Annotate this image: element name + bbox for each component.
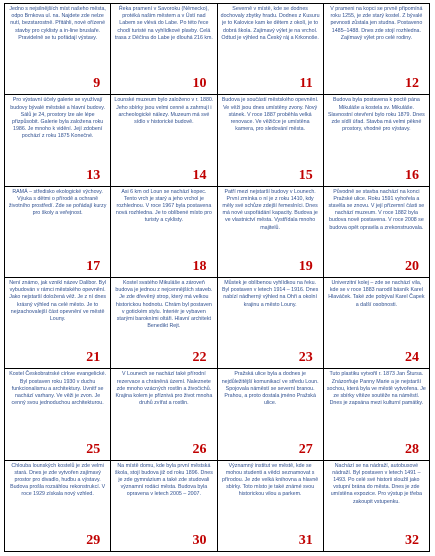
- card-14: [111, 95, 217, 186]
- card-text: Asi 6 km od Loun se nachází kopec. Tento vrch je starý a jeho vrchol je rozhlednou. V roce 1967 byla postavena nová rozhledna. Je to oblíbené místo pro turisty a cyklisty.: [115, 188, 212, 224]
- card-text: Tuto plastiku vytvořil r. 1873 Jan Štursa. Znázorňuje Panny Marie a je nejstarší sochou, která byla ve městě vytvořena. Je ze sbírky vítěze soutěže na náměstí. Dnes je zapsána mezi kulturní památky.: [326, 371, 426, 407]
- card-10: [111, 4, 217, 95]
- card-number: 24: [405, 350, 419, 366]
- card-25: [5, 369, 111, 460]
- card-18: [111, 187, 217, 278]
- card-text: Univerzitní kolej – zde se nachází vila, kde se v roce 1883 narodil básník Karel Hlaváček. Také zde pobýval Karel Čapek a další osobnosti.: [328, 280, 425, 308]
- card-text: Severně v místě, kde se dodnes dochovaly zbytky hradu. Dodnes z Kusuru je to Kalovice kam ke dětem z okolí, je to dobrá škola. Zajímavý výlet je na vrchol. Odtud je výhled na Český ráj a Krkonoše.: [220, 6, 320, 41]
- card-text: Lounské muzeum bylo založeno v r. 1880. Jeho sbírky jsou velmi cenné a zahrnují i archeologické nálezy. Muzeum má své sídlo v historické budově.: [114, 97, 214, 125]
- card-22: [111, 278, 217, 369]
- card-number: 26: [192, 441, 207, 457]
- card-11: [218, 4, 324, 95]
- card-number: 29: [86, 533, 101, 548]
- card-28: [324, 369, 430, 460]
- card-number: 16: [405, 167, 419, 183]
- card-text: Patří mezi nejstarší budovy v Lounech. První zmínka o ní je z roku 1410, kdy měly své schůze zdejší řemeslníci. Dnes má nové uspořádání kapacity. Budova je ve vlastnictví města. Vystřídala mnoho majitelů.: [222, 188, 318, 231]
- card-text: V prameni na kopci se prvně připomíná roku 1255, je zde starý kostel. Z bývalé pevnosti zůstala jen studna. Postaveno 1485–1488. Dnes zde stojí rozhledna. Zajímavý výlet pro celé rodiny.: [330, 6, 423, 41]
- card-12: [324, 4, 430, 95]
- card-text: Na místě domu, kde byla první městská škola, stojí budova již od roku 1896. Dnes je zde gymnázium a také zde studovali významní rodáci města. Budova byla opravena v letech 2005 – 2007.: [114, 462, 213, 498]
- card-text: Řeka pramení v Savoroku (Německo), protéká našim městem a v Ústí nad Labem se vlévá do Labe. Po této řece chodí turisté na vyhlídkové plavby. Celá trasa z Děčína do Labe je dlouhá 216 km.: [114, 6, 213, 41]
- card-number: 31: [298, 533, 313, 548]
- card-number: 23: [298, 350, 313, 366]
- card-31: [218, 461, 324, 552]
- card-9: [5, 4, 111, 95]
- card-text: Není známo, jak vznikl název Dalibor. Byl vybudován v rámci městského opevnění. Jako nejstarší doložená věž. Je z ní dnes krásný výhled na celé město. Je to nejzachovalejší část opevnění ve městě Louny.: [9, 280, 107, 323]
- card-32: [324, 461, 430, 552]
- card-number: 30: [192, 533, 207, 548]
- card-30: [111, 461, 217, 552]
- card-number: 9: [93, 76, 101, 92]
- card-number: 10: [192, 76, 207, 92]
- card-number: 20: [405, 259, 419, 274]
- card-number: 21: [86, 350, 101, 366]
- card-text: Budova byla postavena k poctě pána Mikuláše a kostela sv. Mikuláše. Slavnostní otevření bylo roku 1879. Dnes zde sídlí úřad. Stavba má velmi pěkné prostory, vhodné pro výstavy.: [327, 97, 425, 133]
- card-24: [324, 278, 430, 369]
- card-23: [218, 278, 324, 369]
- card-15: [218, 95, 324, 186]
- card-number: 18: [192, 259, 207, 274]
- card-text: Pražská ulice byla a dodnes je nejdůležitější komunikací ve středu Loun. Spojovala náměstí se severní branou. Prahou, a proto dostala jméno Pražská ulice.: [221, 371, 319, 407]
- card-number: 13: [86, 167, 101, 183]
- card-text: RAMÁ – středisko ekologické výchovy. Výuka s dětmi o přírodě a ochraně životního prostředí. Zde se pořádají kurzy pro školy a veřejnost.: [8, 188, 107, 217]
- card-text: Původně se stavba nachází na konci Pražské ulice. Roku 1591 vyhořela a stavěla se znovu. V její přízemní části se nachází muzeum. V roce 1882 byla budova nově postavena. V roce 2008 se budova opět opravila a zrekonstruovala.: [328, 188, 425, 231]
- card-text: Můstek je oblíbenou vyhlídkou na řeku. Byl postaven v letech 1914 – 1916. Dnes nabízí nádherný výhled na Ohři a okolní krajinu a město Louny.: [221, 280, 319, 308]
- card-17: [5, 187, 111, 278]
- card-29: [5, 461, 111, 552]
- card-text: Významný institut ve městě, kde se mohou studenti a vědci seznamovat s přírodou. Je zde velká knihovna a hlavně sbírky. Toto místo je také známé svou historickou vilou a parkem.: [221, 462, 319, 498]
- card-21: [5, 278, 111, 369]
- card-number: 22: [192, 350, 207, 366]
- card-13: [5, 95, 111, 186]
- card-number: 14: [192, 167, 207, 183]
- card-text: Kostel Českobratrské církve evangelické. Byl postaven roku 1930 v duchu funkcionalismu a architektury. Uvnitř se nachází varhany. Ve věži je zvon. Je cenný svou jednoduchou architekturou.: [9, 371, 107, 407]
- card-number: 17: [86, 259, 101, 274]
- card-text: Jedno s nejsilnějších míst našeho města, odpo Brnkova ul. na. Najdete zde nelze nutí, bezstarostně. Přitáhli, nové ořízené stavby pro cyklisty a in-line bruslaře. Pravidelně se tu pořádají výstavy.: [9, 6, 106, 41]
- card-26: [111, 369, 217, 460]
- card-text: V Lounech se nachází také přírodní rezervace a chráněná území. Naleznete zde mnoho vzácných rostlin a živočichů. Krajina kolem je příznivá pro život mnoha druhů zvířat a rostlin.: [115, 371, 213, 407]
- card-number: 32: [405, 533, 419, 548]
- card-16: [324, 95, 430, 186]
- card-number: 27: [298, 441, 313, 457]
- card-text: Nachází se na nádraží, autobusové nádraží. Byl postaven v letech 1491 – 1493. Po celé své historii sloužil jako vstupní brána do města. Dnes je zde umístěna expozice. Pro výstup je třeba zakoupit vstupenku.: [330, 462, 423, 505]
- card-number: 11: [299, 76, 313, 92]
- card-grid: [4, 3, 430, 552]
- card-number: 28: [405, 441, 419, 457]
- card-27: [218, 369, 324, 460]
- card-text: Pro výstavní účely galerie se využívají budovy bývalé městské a hlavní budovy. Sálů je 24, prostory lze ale lépe přizpůsobit. Galerie byla založena roku 1986. Je mnoho k vidění. Její zdobení pochází z roku 1875 Konečné.: [10, 97, 105, 140]
- card-text: Kostel svatého Mikuláše a zároveň budova je jednou z nejcennějších staveb. Je zde dřevěný strop, který má velkou historickou hodnotu. Chrám byl postaven v gotickém stylu. Interiér je vybaven starými barokními oltáři. Hlavní architekt Benedikt Rejt.: [115, 280, 213, 330]
- card-number: 25: [86, 441, 101, 457]
- card-number: 15: [298, 167, 313, 183]
- card-20: [324, 187, 430, 278]
- card-19: [218, 187, 324, 278]
- card-text: Chlouba lounských kostelů je zde velmi stará. Dnes je zde vytvořen zajímavý prostor pro divadlo, hudbu a výstavy. Budova prošla rozsáhlou rekonstrukcí. V roce 1929 získala nový vzhled.: [10, 462, 106, 498]
- card-number: 19: [298, 259, 313, 274]
- card-text: Budova je součástí městského opevnění. Ve věži jsou dnes umístěny zvony. Nový stánek. V roce 1887 proběhla velká renovace. Ve věžičce je umístěna kamera, pro sledování města.: [221, 97, 319, 133]
- card-number: 12: [405, 76, 419, 92]
